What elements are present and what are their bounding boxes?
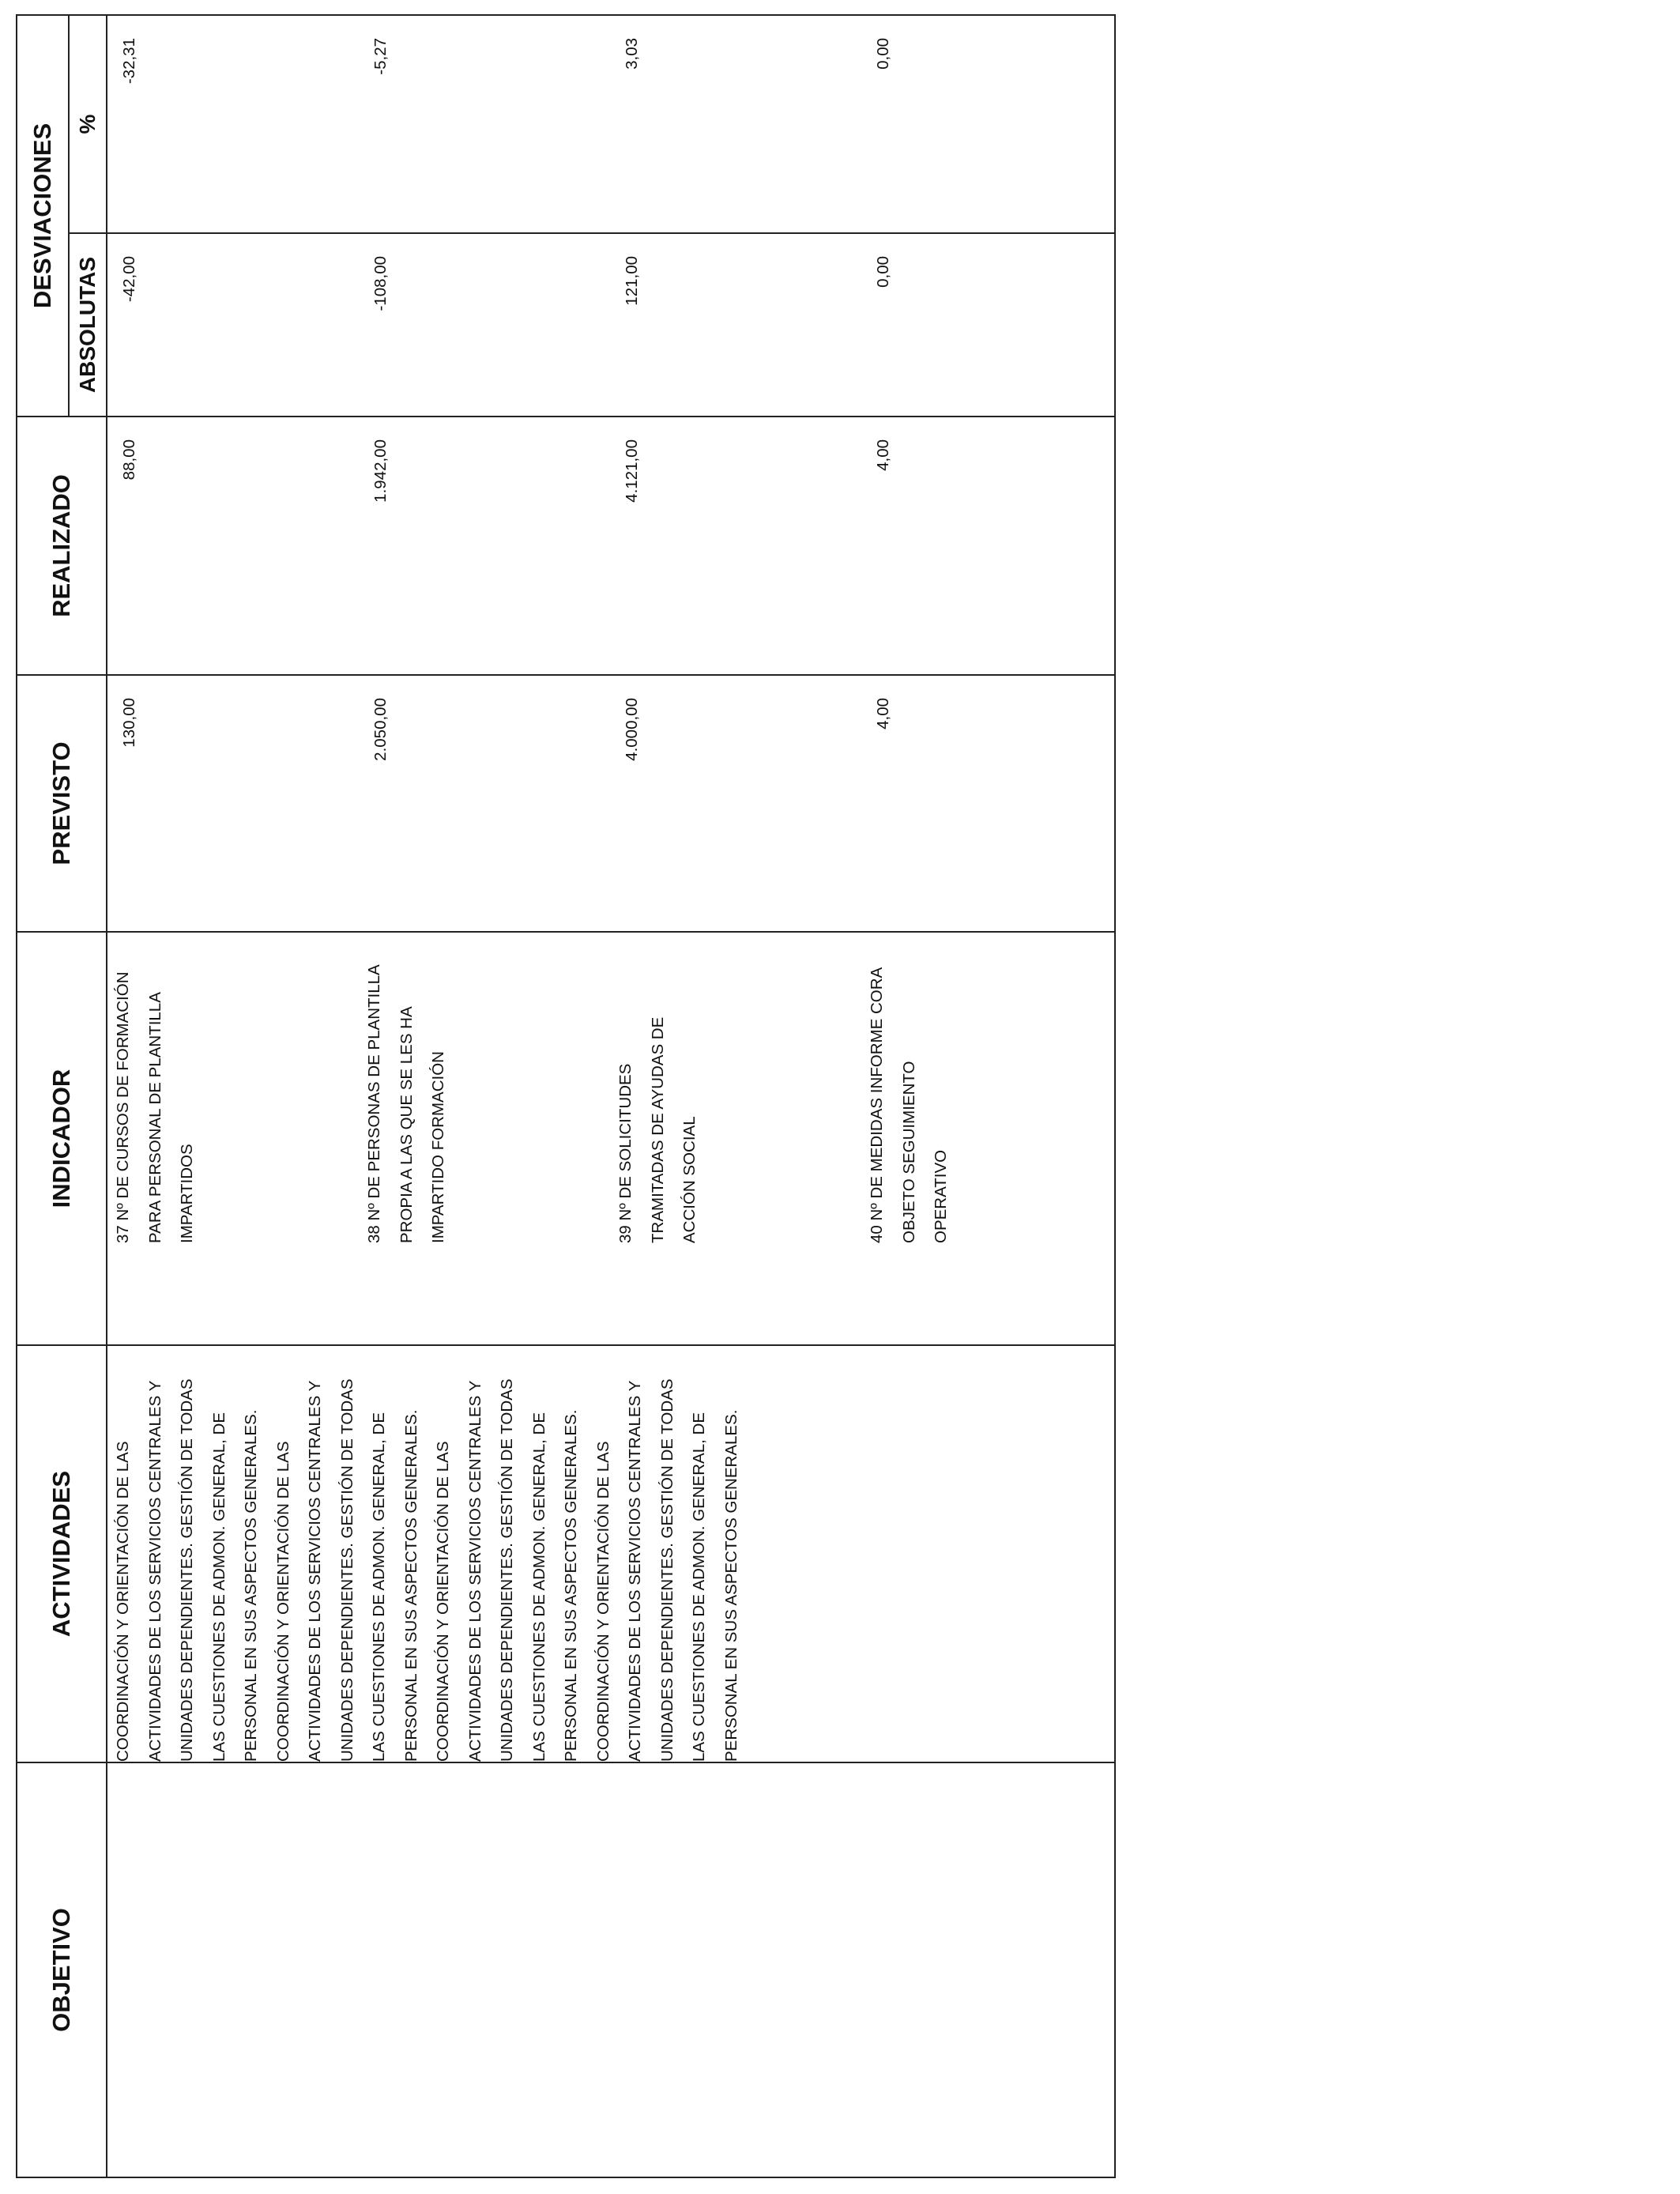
actividades-cell <box>107 1345 1115 1762</box>
indicador-text: 38 Nº DE PERSONAS DE PLANTILLA PROPIA A LAS QUE SE LES HA IMPARTIDO FORMACIÓN <box>365 965 447 1243</box>
indicador-text: 37 Nº DE CURSOS DE FORMACIÓN PARA PERSONAL DE PLANTILLA IMPARTIDOS <box>114 971 196 1243</box>
objetivo-cell <box>107 1762 1115 2177</box>
porcentaje-value: 0,00 <box>874 38 892 70</box>
header-objetivo: OBJETIVO <box>17 1762 107 2177</box>
porcentaje-cell <box>107 15 1115 233</box>
realizado-value: 1.942,00 <box>371 439 390 503</box>
header-previsto: PREVISTO <box>17 675 107 932</box>
header-desviaciones: DESVIACIONES <box>17 15 69 417</box>
previsto-cell <box>107 675 1115 932</box>
indicador-cell <box>107 932 1115 1345</box>
absolutas-cell <box>107 233 1115 417</box>
indicators-table <box>16 14 1116 2178</box>
header-porcentaje: % <box>69 15 107 233</box>
previsto-value: 2.050,00 <box>371 698 390 761</box>
absolutas-value: -108,00 <box>371 256 390 311</box>
porcentaje-value: -5,27 <box>371 38 390 75</box>
actividad-text: COORDINACIÓN Y ORIENTACIÓN DE LAS ACTIVIDADES DE LOS SERVICIOS CENTRALES Y UNIDADES DEPENDIENTES. GESTIÓN DE TODAS LAS CUESTIONES DE ADMON. GENERAL, DE PERSONAL EN SUS ASPECTOS GENERALES. <box>434 1378 580 1762</box>
header-absolutas: ABSOLUTAS <box>69 233 107 417</box>
indicador-text: 40 Nº DE MEDIDAS INFORME CORA OBJETO SEGUIMIENTO OPERATIVO <box>868 967 950 1243</box>
absolutas-value: 121,00 <box>623 256 641 306</box>
table-header <box>17 15 107 2177</box>
absolutas-value: -42,00 <box>120 256 138 303</box>
realizado-value: 88,00 <box>120 439 138 481</box>
actividad-text: COORDINACIÓN Y ORIENTACIÓN DE LAS ACTIVIDADES DE LOS SERVICIOS CENTRALES Y UNIDADES DEPENDIENTES. GESTIÓN DE TODAS LAS CUESTIONES DE ADMON. GENERAL, DE PERSONAL EN SUS ASPECTOS GENERALES. <box>593 1378 740 1762</box>
header-indicador: INDICADOR <box>17 932 107 1345</box>
actividad-text: COORDINACIÓN Y ORIENTACIÓN DE LAS ACTIVIDADES DE LOS SERVICIOS CENTRALES Y UNIDADES DEPENDIENTES. GESTIÓN DE TODAS LAS CUESTIONES DE ADMON. GENERAL, DE PERSONAL EN SUS ASPECTOS GENERALES. <box>273 1378 420 1762</box>
absolutas-value: 0,00 <box>874 256 892 288</box>
realizado-value: 4,00 <box>874 439 892 471</box>
rotated-table-page <box>16 16 1116 2178</box>
table-body-row <box>107 15 1115 2177</box>
actividad-text: COORDINACIÓN Y ORIENTACIÓN DE LAS ACTIVIDADES DE LOS SERVICIOS CENTRALES Y UNIDADES DEPENDIENTES. GESTIÓN DE TODAS LAS CUESTIONES DE ADMON. GENERAL, DE PERSONAL EN SUS ASPECTOS GENERALES. <box>114 1378 260 1762</box>
porcentaje-value: -32,31 <box>120 38 138 85</box>
realizado-cell <box>107 417 1115 675</box>
realizado-value: 4.121,00 <box>623 439 641 503</box>
indicador-text: 39 Nº DE SOLICITUDES TRAMITADAS DE AYUDAS DE ACCIÓN SOCIAL <box>616 1016 699 1243</box>
header-realizado: REALIZADO <box>17 417 107 675</box>
previsto-value: 4.000,00 <box>623 698 641 761</box>
porcentaje-value: 3,03 <box>623 38 641 70</box>
previsto-value: 4,00 <box>874 698 892 729</box>
header-actividades: ACTIVIDADES <box>17 1345 107 1762</box>
previsto-value: 130,00 <box>120 698 138 748</box>
